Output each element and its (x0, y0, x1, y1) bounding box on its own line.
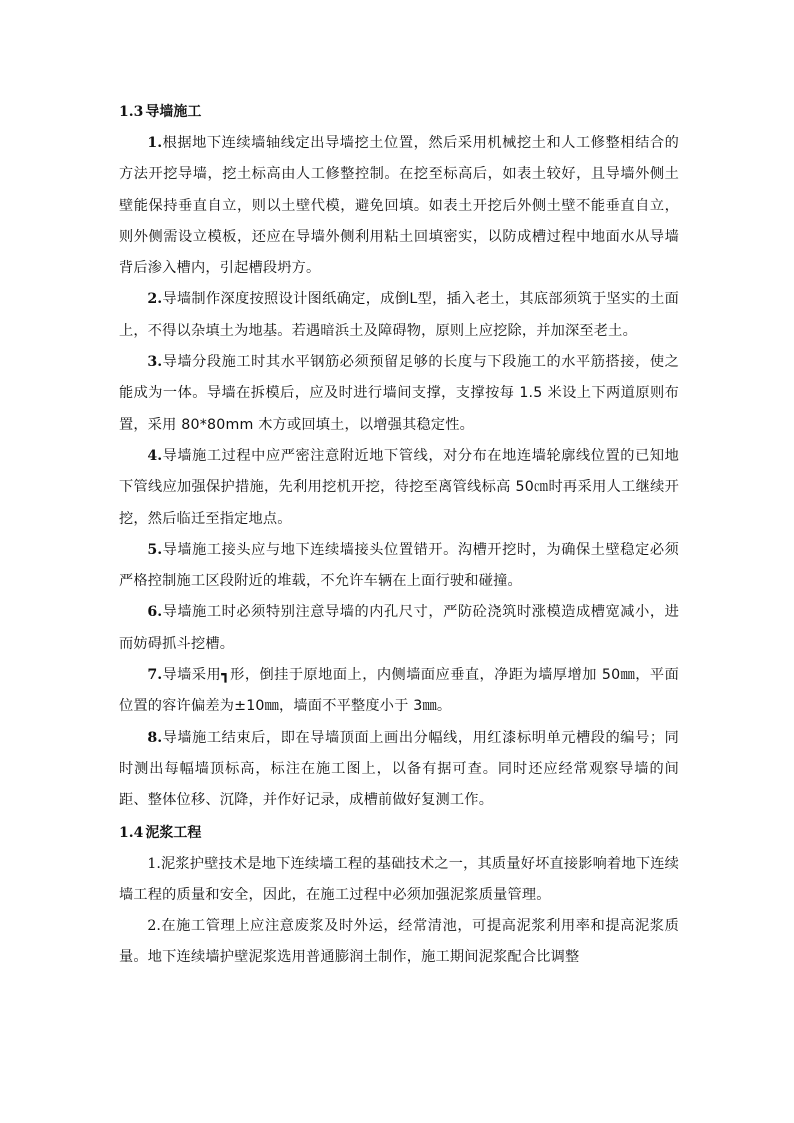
paragraph-1-3-6 (119, 597, 679, 660)
item-number: 3. (147, 354, 163, 371)
paragraph-text: 导墙施工接头应与地下连续墙接头位置错开。沟槽开挖时，为确保土壁稳定必须严格控制施工区段附近的堆载，不允许车辆在上面行驶和碰撞。 (119, 541, 679, 590)
item-number: 4. (147, 447, 163, 464)
section-number: 1.3 (119, 104, 144, 120)
paragraph-1-3-4 (119, 441, 679, 535)
paragraph-text: 根据地下连续墙轴线定出导墙挖土位置，然后采用机械挖土和人工修整相结合的方法开挖导墙，挖土标高由人工修整控制。在挖至标高后，如表土较好，且导墙外侧土壁能保持垂直自立，则以土壁代模，避免回填。如表土开挖后外侧土壁不能垂直自立，则外侧需设立模板，还应在导墙外侧利用粘土回填密实，以防成槽过程中地面水从导墙背后渗入槽内，引起槽段坍方。 (119, 135, 679, 277)
item-number: 7. (147, 667, 163, 684)
item-number: 1. (147, 135, 163, 151)
paragraph-1-3-5 (119, 535, 679, 598)
paragraph-1-4-2 (119, 911, 679, 974)
paragraph-1-3-7 (119, 660, 679, 723)
paragraph-1-3-8 (119, 723, 679, 817)
item-number: 2. (147, 291, 163, 308)
paragraph-text: 导墙分段施工时其水平钢筋必须预留足够的长度与下段施工的水平筋搭接，使之能成为一体。导墙在拆模后，应及时进行墙间支撑，支撑按每 1.5 米设上下两道原则布置，采用 80*80mm 木方或回填土，以增强其稳定性。 (119, 354, 679, 433)
paragraph-text: 导墙施工时必须特别注意导墙的内孔尺寸，严防砼浇筑时涨模造成槽宽减小，进而妨碍抓斗挖槽。 (119, 604, 679, 652)
item-number: 8. (147, 729, 163, 746)
item-number: 1. (147, 855, 161, 872)
paragraph-text: 在施工管理上应注意废浆及时外运，经常清池，可提高泥浆利用率和提高泥浆质量。地下连续墙护壁泥浆选用普通膨润土制作，施工期间泥浆配合比调整 (119, 918, 679, 966)
section-title: 导墙施工 (145, 104, 202, 120)
paragraph-text: 导墙施工过程中应严密注意附近地下管线，对分布在地连墙轮廓线位置的已知地下管线应加强保护措施，先利用挖机开挖，待挖至离管线标高 50㎝时再采用人工继续开挖，然后临迁至指定地点。 (119, 447, 679, 527)
section-heading-1-3 (119, 96, 679, 128)
paragraph-text: 导墙施工结束后，即在导墙顶面上画出分幅线，用红漆标明单元槽段的编号；同时测出每幅墙顶标高，标注在施工图上，以备有据可查。同时还应经常观察导墙的间距、整体位移、沉降，并作好记录，成槽前做好复测工作。 (119, 729, 679, 809)
paragraph-1-3-2 (119, 284, 679, 347)
section-number: 1.4 (119, 824, 144, 841)
item-number: 5. (147, 541, 163, 558)
section-title: 泥浆工程 (145, 824, 202, 841)
paragraph-text: 导墙制作深度按照设计图纸确定，成倒L型，插入老土，其底部须筑于坚实的土面上，不得以杂填土为地基。若遇暗浜土及障碍物，原则上应挖除，并加深至老土。 (119, 291, 679, 339)
paragraph-text: 泥浆护壁技术是地下连续墙工程的基础技术之一，其质量好坏直接影响着地下连续墙工程的质量和安全，因此，在施工过程中必须加强泥浆质量管理。 (119, 855, 679, 903)
paragraph-text: 导墙采用┓形，倒挂于原地面上，内侧墙面应垂直，净距为墙厚增加 50㎜，平面位置的容许偏差为±10㎜，墙面不平整度小于 3㎜。 (119, 667, 679, 715)
document-page (119, 96, 679, 974)
paragraph-1-3-1 (119, 128, 679, 284)
item-number: 6. (147, 604, 163, 621)
section-heading-1-4 (119, 817, 679, 849)
paragraph-1-3-3 (119, 347, 679, 441)
item-number: 2. (147, 918, 161, 935)
paragraph-1-4-1 (119, 849, 679, 912)
